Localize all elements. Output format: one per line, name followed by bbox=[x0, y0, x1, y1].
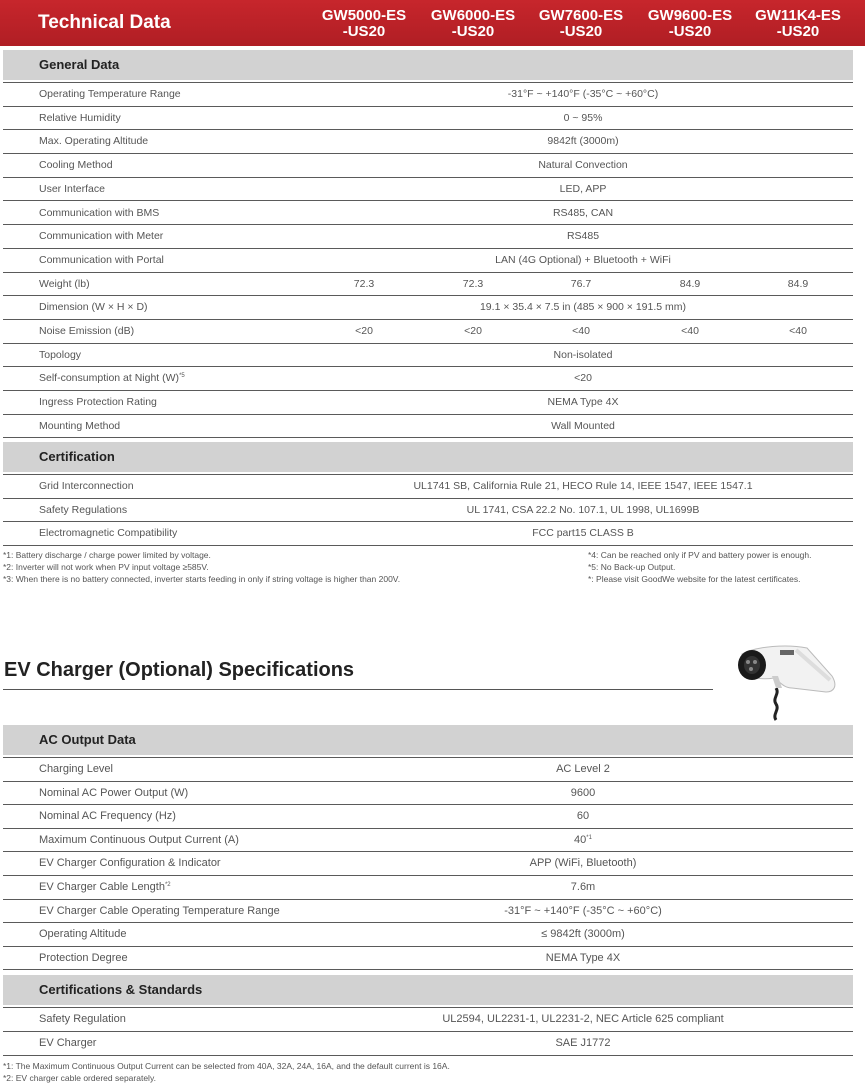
row-value bbox=[313, 475, 853, 498]
row-value-cell: 72.3 bbox=[462, 277, 484, 290]
row-value bbox=[313, 1008, 853, 1031]
table-row bbox=[3, 296, 853, 320]
row-label-text: Dimension (W × H × D) bbox=[39, 301, 148, 314]
row-value-text: 0 ~ 95% bbox=[563, 111, 603, 124]
row-value-text: APP (WiFi, Bluetooth) bbox=[529, 857, 637, 870]
row-label-text: Operating Temperature Range bbox=[39, 88, 181, 100]
row-label bbox=[39, 499, 127, 522]
row-value bbox=[313, 178, 853, 201]
row-value-text: UL 1741, CSA 22.2 No. 107.1, UL 1998, UL1699B bbox=[466, 503, 700, 516]
row-label-text: Safety Regulation bbox=[39, 1013, 126, 1025]
footnotes-left bbox=[3, 549, 400, 585]
table-row bbox=[3, 900, 853, 924]
table-row bbox=[3, 178, 853, 202]
row-label bbox=[39, 202, 159, 225]
divider bbox=[3, 689, 713, 690]
row-value-text: AC Level 2 bbox=[556, 763, 610, 775]
row-label-text: Ingress Protection Rating bbox=[39, 396, 157, 409]
row-label-text: Self-consumption at Night (W) bbox=[39, 372, 180, 385]
row-label-text: Charging Level bbox=[39, 763, 113, 775]
ev-charger-plug-image bbox=[722, 636, 852, 726]
section-certification: Certification bbox=[3, 442, 853, 472]
row-label-text: Nominal AC Power Output (W) bbox=[39, 786, 189, 799]
page-title: Technical Data bbox=[38, 12, 171, 33]
row-label-text: Relative Humidity bbox=[39, 111, 121, 124]
row-label bbox=[39, 107, 121, 130]
row-value bbox=[313, 415, 853, 438]
row-label bbox=[39, 923, 126, 946]
row-value bbox=[313, 876, 853, 899]
row-value bbox=[313, 782, 853, 805]
row-value bbox=[313, 829, 853, 852]
model-column-header: GW6000-ES -US20 bbox=[430, 7, 516, 40]
row-label bbox=[39, 900, 280, 923]
row-label bbox=[39, 852, 221, 875]
row-value-text: 60 bbox=[576, 810, 590, 823]
row-value bbox=[313, 83, 853, 106]
table-row bbox=[3, 344, 853, 368]
row-value bbox=[313, 154, 853, 177]
table-row bbox=[3, 130, 853, 154]
row-label bbox=[39, 876, 171, 899]
model-column-header: GW9600-ES -US20 bbox=[647, 7, 733, 40]
table-row bbox=[3, 522, 853, 546]
row-value bbox=[313, 1032, 853, 1055]
table-row bbox=[3, 923, 853, 947]
row-label-text: Communication with Meter bbox=[39, 230, 164, 243]
row-value-text: 9842ft (3000m) bbox=[547, 135, 619, 148]
row-label bbox=[39, 805, 176, 828]
table-row bbox=[3, 202, 853, 226]
row-value bbox=[313, 344, 853, 367]
row-value-text: UL2594, UL2231-1, UL2231-2, NEC Article 625 compliant bbox=[442, 1013, 724, 1025]
row-label-text: Operating Altitude bbox=[39, 928, 127, 941]
row-value bbox=[313, 296, 853, 319]
table-row bbox=[3, 852, 853, 876]
section-general-data: General Data bbox=[3, 50, 853, 80]
ev-charger-title: EV Charger (Optional) Specifications bbox=[4, 659, 355, 681]
row-label bbox=[39, 475, 134, 498]
row-label-text: Safety Regulations bbox=[39, 503, 128, 516]
row-value-text: LED, APP bbox=[559, 182, 607, 195]
row-label bbox=[39, 758, 113, 781]
row-label bbox=[39, 415, 120, 438]
row-value bbox=[313, 225, 853, 248]
footnote: *2: Inverter will not work when PV input voltage ≥585V. bbox=[3, 562, 209, 572]
row-value-cell: <20 bbox=[355, 325, 373, 337]
footnote: *1: The Maximum Continuous Output Current can be selected from 40A, 32A, 24A, 16A, and the default current is 16A. bbox=[3, 1061, 450, 1071]
row-value bbox=[313, 805, 853, 828]
row-value-text: 40 bbox=[574, 833, 587, 846]
row-value bbox=[313, 852, 853, 875]
row-value bbox=[313, 391, 853, 414]
row-value-text: 19.1 × 35.4 × 7.5 in (485 × 900 × 191.5 mm) bbox=[479, 301, 687, 314]
row-label bbox=[39, 829, 239, 852]
model-column-header: GW7600-ES -US20 bbox=[538, 7, 624, 40]
row-value-text: RS485 bbox=[566, 230, 600, 243]
row-value bbox=[313, 130, 853, 153]
row-label-text: EV Charger Configuration & Indicator bbox=[39, 857, 221, 870]
row-value bbox=[313, 107, 853, 130]
row-value-text: 7.6m bbox=[570, 881, 596, 893]
row-label bbox=[39, 154, 113, 177]
row-value-cell: 84.9 bbox=[679, 277, 701, 290]
section-ac-output-data: AC Output Data bbox=[3, 725, 853, 755]
row-value-text: <20 bbox=[574, 372, 592, 385]
row-label bbox=[39, 1008, 126, 1031]
row-value-text: LAN (4G Optional) + Bluetooth + WiFi bbox=[495, 253, 671, 266]
row-label bbox=[39, 249, 164, 272]
row-value-text: ≤ 9842ft (3000m) bbox=[541, 928, 625, 941]
row-value-cell: <40 bbox=[572, 325, 590, 337]
row-label-text: Grid Interconnection bbox=[39, 480, 134, 492]
row-label-text: Maximum Continuous Output Current (A) bbox=[39, 833, 239, 846]
row-label-text: EV Charger Cable Operating Temperature Range bbox=[39, 904, 280, 917]
row-value-text: SAE J1772 bbox=[555, 1037, 611, 1049]
row-label bbox=[39, 344, 81, 367]
row-value-cell: <20 bbox=[464, 325, 482, 337]
footnote: *2: EV charger cable ordered separately. bbox=[3, 1073, 156, 1083]
row-value bbox=[313, 367, 853, 390]
row-value bbox=[313, 249, 853, 272]
footnote: *5: No Back-up Output. bbox=[588, 562, 676, 572]
row-value-cell: <40 bbox=[681, 325, 699, 337]
row-value-text: NEMA Type 4X bbox=[547, 396, 619, 409]
row-value-text: Natural Convection bbox=[538, 159, 628, 172]
row-label bbox=[39, 947, 128, 970]
table-row bbox=[3, 249, 853, 273]
table-row bbox=[3, 1008, 853, 1032]
footnote: *: Please visit GoodWe website for the latest certificates. bbox=[588, 574, 801, 584]
row-label bbox=[39, 130, 148, 153]
row-value bbox=[313, 947, 853, 970]
table-row bbox=[3, 782, 853, 806]
row-label bbox=[39, 522, 177, 545]
table-row bbox=[3, 475, 853, 499]
row-value bbox=[313, 499, 853, 522]
row-value-text: RS485, CAN bbox=[552, 206, 614, 219]
table-row bbox=[3, 499, 853, 523]
table-row bbox=[3, 225, 853, 249]
row-label bbox=[39, 782, 188, 805]
section-certifications-standards: Certifications & Standards bbox=[3, 975, 853, 1005]
row-value bbox=[313, 758, 853, 781]
row-label bbox=[39, 296, 148, 319]
row-label bbox=[39, 83, 181, 106]
row-label-text: Cooling Method bbox=[39, 159, 113, 172]
table-row bbox=[3, 829, 853, 853]
model-column-header: GW11K4-ES -US20 bbox=[755, 7, 841, 40]
row-label bbox=[39, 320, 134, 343]
row-value bbox=[313, 202, 853, 225]
footnote-marker: *2 bbox=[164, 882, 171, 888]
table-row bbox=[3, 758, 853, 782]
row-label-text: Weight (lb) bbox=[39, 277, 90, 290]
row-label bbox=[39, 391, 157, 414]
row-label-text: Mounting Method bbox=[39, 419, 121, 432]
row-label bbox=[39, 225, 163, 248]
row-label-text: Noise Emission (dB) bbox=[39, 325, 135, 337]
row-label-text: Communication with Portal bbox=[39, 253, 164, 266]
footnotes-right bbox=[588, 549, 812, 585]
row-label bbox=[39, 178, 105, 201]
row-label-text: Communication with BMS bbox=[39, 206, 160, 219]
table-row bbox=[3, 391, 853, 415]
footnote-marker: *1 bbox=[586, 834, 592, 841]
row-label bbox=[39, 273, 90, 296]
row-value-text: -31°F ~ +140°F (-35°C ~ +60°C) bbox=[504, 904, 662, 917]
table-row bbox=[3, 83, 853, 107]
model-column-header: GW5000-ES -US20 bbox=[321, 7, 407, 40]
row-value-text: Non-isolated bbox=[553, 348, 613, 361]
row-value-cell: <40 bbox=[789, 325, 807, 337]
row-value bbox=[313, 522, 853, 545]
footnote-marker: *5 bbox=[179, 373, 185, 380]
row-value bbox=[313, 900, 853, 923]
footnote: *4: Can be reached only if PV and battery power is enough. bbox=[588, 550, 812, 560]
table-row bbox=[3, 107, 853, 131]
table-row bbox=[3, 367, 853, 391]
row-label-text: Topology bbox=[39, 348, 82, 361]
table-row bbox=[3, 415, 853, 439]
table-row bbox=[3, 876, 853, 900]
row-value-cell: 84.9 bbox=[787, 277, 809, 290]
row-value-text: NEMA Type 4X bbox=[545, 951, 621, 964]
row-value-cell: 72.3 bbox=[353, 277, 375, 290]
row-label bbox=[39, 367, 185, 390]
row-label-text: Nominal AC Frequency (Hz) bbox=[39, 810, 176, 823]
row-label-text: User Interface bbox=[39, 182, 105, 195]
table-row bbox=[3, 154, 853, 178]
row-label-text: EV Charger Cable Length bbox=[39, 881, 165, 893]
row-value-cell: 76.7 bbox=[570, 277, 592, 290]
row-value-text: Wall Mounted bbox=[551, 419, 615, 432]
row-label-text: Electromagnetic Compatibility bbox=[39, 527, 178, 539]
row-value bbox=[313, 923, 853, 946]
row-value-text: UL1741 SB, California Rule 21, HECO Rule 14, IEEE 1547, IEEE 1547.1 bbox=[413, 480, 753, 492]
row-label-text: EV Charger bbox=[39, 1037, 97, 1049]
table-row bbox=[3, 805, 853, 829]
footnote: *3: When there is no battery connected, inverter starts feeding in only if string voltage is higher than 200V. bbox=[3, 574, 401, 584]
table-row bbox=[3, 947, 853, 971]
row-label bbox=[39, 1032, 96, 1055]
footnote: *1: Battery discharge / charge power limited by voltage. bbox=[3, 550, 211, 560]
row-value-text: 9600 bbox=[570, 786, 596, 799]
table-row bbox=[3, 1032, 853, 1056]
table-row bbox=[3, 320, 853, 344]
row-value-text: -31°F ~ +140°F (-35°C ~ +60°C) bbox=[507, 88, 659, 100]
row-label-text: Max. Operating Altitude bbox=[39, 135, 149, 148]
technical-data-header bbox=[0, 0, 865, 46]
ev-footnotes bbox=[3, 1060, 450, 1084]
table-row bbox=[3, 273, 853, 297]
row-value-text: FCC part15 CLASS B bbox=[532, 527, 634, 539]
row-label-text: Protection Degree bbox=[39, 951, 128, 964]
